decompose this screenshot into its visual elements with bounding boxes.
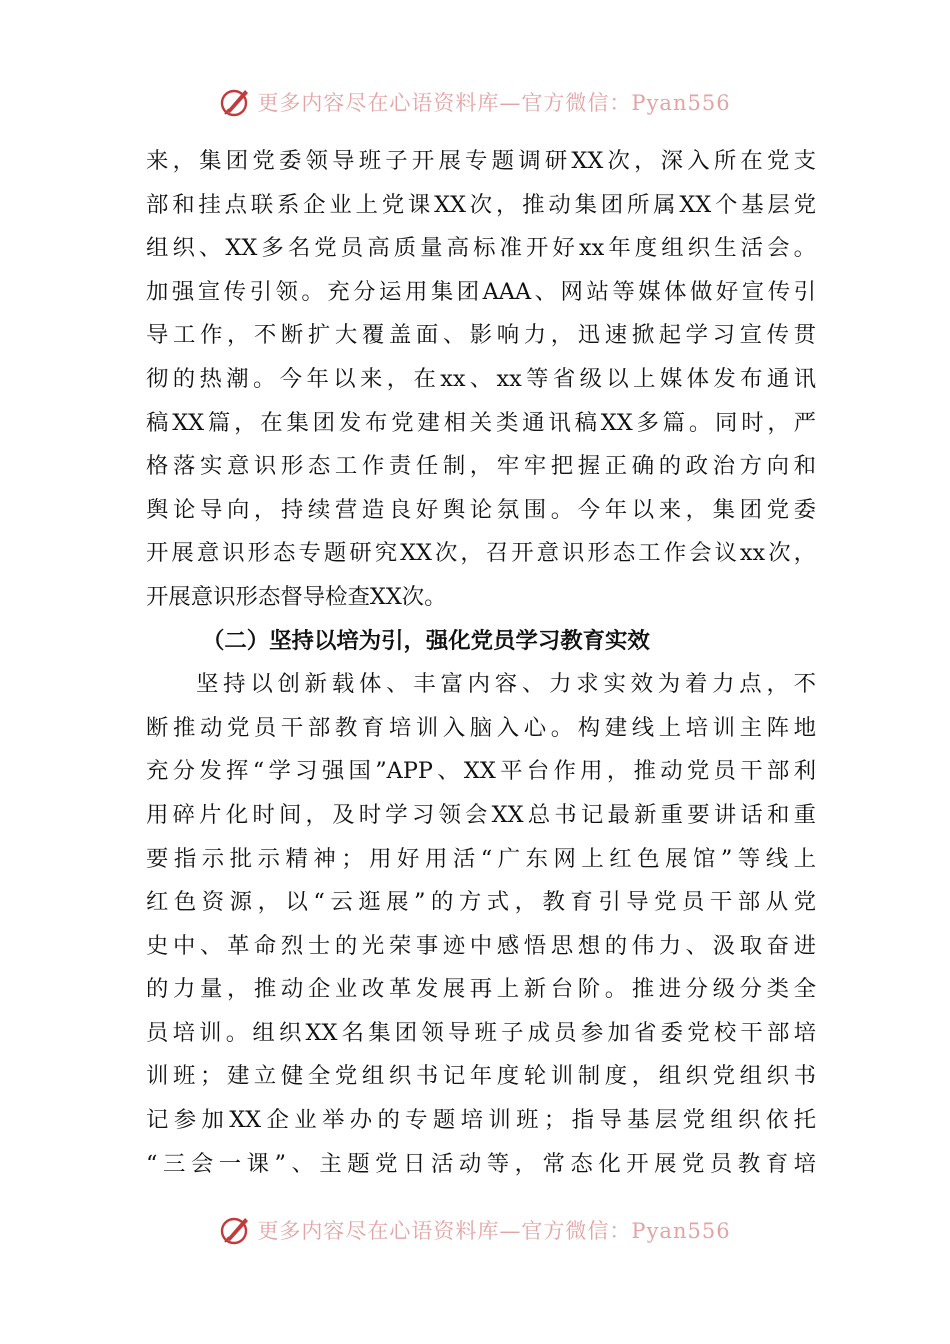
top-watermark-text: 更多内容尽在心语资料库—官方微信：Pyan556 — [257, 91, 731, 115]
text-line: 组织、XX多名党员高质量高标准开好xx年度组织生活会。 — [146, 235, 816, 262]
document-body — [146, 140, 816, 1186]
quill-logo-icon — [219, 85, 253, 119]
text-line: 开展意识形态专题研究XX次，召开意识形态工作会议xx次， — [146, 540, 816, 567]
text-line: 断推动党员干部教育培训入脑入心。构建线上培训主阵地 — [146, 714, 816, 741]
text-line: 充分发挥“学习强国”APP、XX平台作用，推动党员干部利 — [146, 758, 816, 785]
text-line: “三会一课”、主题党日活动等，常态化开展党员教育培 — [146, 1150, 816, 1177]
text-line: 部和挂点联系企业上党课XX次，推动集团所属XX个基层党 — [146, 191, 816, 218]
text-line: 舆论导向，持续营造良好舆论氛围。今年以来，集团党委 — [146, 496, 816, 523]
text-line: 加强宣传引领。充分运用集团AAA、网站等媒体做好宣传引 — [146, 278, 816, 305]
top-watermark-banner — [0, 80, 950, 124]
text-line: 开展意识形态督导检查XX次。 — [146, 583, 447, 610]
text-line: 员培训。组织XX名集团领导班子成员参加省委党校干部培 — [146, 1019, 816, 1046]
text-line: 史中、革命烈士的光荣事迹中感悟思想的伟力、汲取奋进 — [146, 932, 816, 959]
quill-logo-icon — [219, 1213, 253, 1247]
text-line: 导工作，不断扩大覆盖面、影响力，迅速掀起学习宣传贯 — [146, 322, 816, 349]
text-line: 彻的热潮。今年以来，在xx、xx等省级以上媒体发布通讯 — [146, 365, 816, 392]
text-line: 记参加XX企业举办的专题培训班；指导基层党组织依托 — [146, 1107, 816, 1134]
section-heading: （二）坚持以培为引，强化党员学习教育实效 — [202, 627, 650, 654]
text-line: 训班；建立健全党组织书记年度轮训制度，组织党组织书 — [146, 1063, 816, 1090]
text-line: 用碎片化时间，及时学习领会XX总书记最新重要讲话和重 — [146, 801, 816, 828]
text-line: 稿XX篇，在集团发布党建相关类通讯稿XX多篇。同时，严 — [146, 409, 816, 436]
bottom-watermark-banner — [0, 1208, 950, 1252]
text-line: 来，集团党委领导班子开展专题调研XX次，深入所在党支 — [146, 148, 816, 174]
text-line: 坚持以创新载体、丰富内容、力求实效为着力点，不 — [196, 671, 816, 698]
bottom-watermark-text: 更多内容尽在心语资料库—官方微信：Pyan556 — [257, 1219, 731, 1243]
text-line: 格落实意识形态工作责任制，牢牢把握正确的政治方向和 — [146, 453, 816, 480]
text-line: 要指示批示精神；用好用活“广东网上红色展馆”等线上 — [146, 845, 816, 872]
text-line: 红色资源，以“云逛展”的方式，教育引导党员干部从党 — [146, 889, 816, 916]
text-line: 的力量，推动企业改革发展再上新台阶。推进分级分类全 — [146, 976, 816, 1003]
